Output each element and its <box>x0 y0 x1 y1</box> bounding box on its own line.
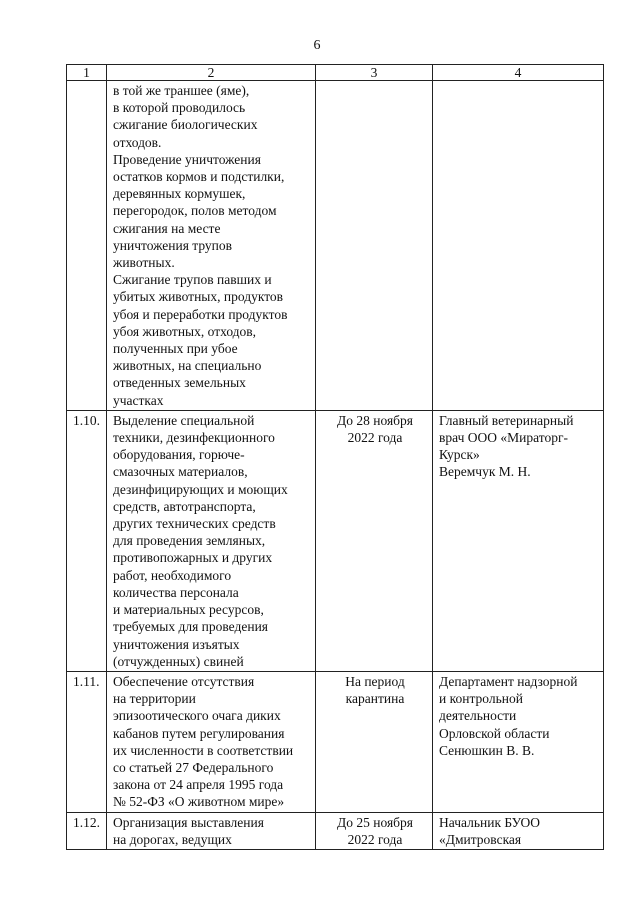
action-text: их численности в соответствии <box>113 742 294 758</box>
action-text: деревянных кормушек, <box>113 186 246 202</box>
action-text: смазочных материалов, <box>113 464 248 480</box>
header-col-4: 4 <box>433 65 604 81</box>
cell-deadline <box>316 812 433 849</box>
deadline-text: На период <box>345 673 405 689</box>
action-text: животных, на специально <box>113 358 262 374</box>
cell-action <box>107 671 316 812</box>
deadline-text: До 28 ноября <box>337 412 413 428</box>
cell-deadline <box>316 410 433 671</box>
action-text: уничтожения трупов <box>113 237 233 253</box>
deadline-text: 2022 года <box>347 430 403 446</box>
responsible-text: Департамент надзорной <box>439 673 578 689</box>
page-number: 6 <box>313 38 321 53</box>
responsible-text: «Дмитровская <box>439 831 522 847</box>
action-text: требуемых для проведения <box>113 619 269 635</box>
action-text: оборудования, горюче- <box>113 447 245 463</box>
cell-responsible <box>433 671 604 812</box>
responsible-text: Курск» <box>439 447 480 463</box>
table-row <box>67 812 604 849</box>
action-text: Проведение уничтожения <box>113 151 261 167</box>
responsible-text: врач ООО «Мираторг- <box>439 430 568 446</box>
responsible-text: Орловской области <box>439 725 550 741</box>
action-text: количества персонала <box>113 584 239 600</box>
action-text: других технических средств <box>113 516 276 532</box>
action-text: участках <box>113 392 164 408</box>
row-number: 1.11. <box>67 671 107 812</box>
row-number <box>67 81 107 411</box>
action-text: Организация выставления <box>113 814 264 830</box>
cell-responsible <box>433 410 604 671</box>
action-text: на территории <box>113 691 196 707</box>
action-text: техники, дезинфекционного <box>113 430 275 446</box>
action-text: полученных при убое <box>113 341 238 357</box>
cell-action <box>107 812 316 849</box>
action-text: отходов. <box>113 134 162 150</box>
action-text: уничтожения изъятых <box>113 636 240 652</box>
action-text: и материальных ресурсов, <box>113 602 264 618</box>
responsible-text: деятельности <box>439 708 517 724</box>
table-row <box>67 671 604 812</box>
action-text: сжигания на месте <box>113 220 221 236</box>
responsible-text: Сенюшкин В. В. <box>439 742 535 758</box>
responsible-text: Веремчук М. Н. <box>439 464 531 480</box>
cell-action <box>107 410 316 671</box>
action-text: Выделение специальной <box>113 412 255 428</box>
deadline-text: карантина <box>345 691 405 707</box>
responsible-text: и контрольной <box>439 691 523 707</box>
cell-deadline <box>316 671 433 812</box>
action-text: со статьей 27 Федерального <box>113 759 274 775</box>
header-col-2: 2 <box>107 65 316 81</box>
action-text: убоя и переработки продуктов <box>113 306 288 322</box>
action-text: для проведения земляных, <box>113 533 266 549</box>
action-text: перегородок, полов методом <box>113 203 277 219</box>
action-text: отведенных земельных <box>113 375 246 391</box>
responsible-text: Главный ветеринарный <box>439 412 574 428</box>
action-text: в той же траншее (яме), <box>113 83 250 98</box>
action-text: (отчужденных) свиней <box>113 653 244 669</box>
action-text: остатков кормов и подстилки, <box>113 169 285 185</box>
action-text: дезинфицирующих и моющих <box>113 481 288 497</box>
action-text: убитых животных, продуктов <box>113 289 284 305</box>
row-number: 1.10. <box>67 410 107 671</box>
deadline-text: 2022 года <box>347 831 403 847</box>
action-text: животных. <box>113 255 175 271</box>
action-text: на дорогах, ведущих <box>113 831 232 847</box>
action-text: № 52-ФЗ «О животном мире» <box>113 794 285 810</box>
action-text: сжигание биологических <box>113 117 258 133</box>
table-row <box>67 410 604 671</box>
action-text: убоя животных, отходов, <box>113 323 257 339</box>
action-text: закона от 24 апреля 1995 года <box>113 777 284 793</box>
deadline-text: До 25 ноября <box>337 814 413 830</box>
action-text: кабанов путем регулирования <box>113 725 285 741</box>
row-number: 1.12. <box>67 812 107 849</box>
table-header-row <box>67 65 604 81</box>
cell-deadline <box>316 81 433 411</box>
table-row <box>67 81 604 411</box>
action-text: работ, необходимого <box>113 567 232 583</box>
header-col-3: 3 <box>316 65 433 81</box>
action-text: Обеспечение отсутствия <box>113 673 255 689</box>
action-text: средств, автотранспорта, <box>113 498 256 514</box>
responsible-text: Начальник БУОО <box>439 814 541 830</box>
cell-responsible <box>433 81 604 411</box>
cell-responsible <box>433 812 604 849</box>
cell-action <box>107 81 316 411</box>
measures-table <box>66 64 604 850</box>
action-text: противопожарных и других <box>113 550 273 566</box>
header-col-1: 1 <box>67 65 107 81</box>
action-text: в которой проводилось <box>113 100 246 116</box>
action-text: Сжигание трупов павших и <box>113 272 272 288</box>
action-text: эпизоотического очага диких <box>113 708 281 724</box>
